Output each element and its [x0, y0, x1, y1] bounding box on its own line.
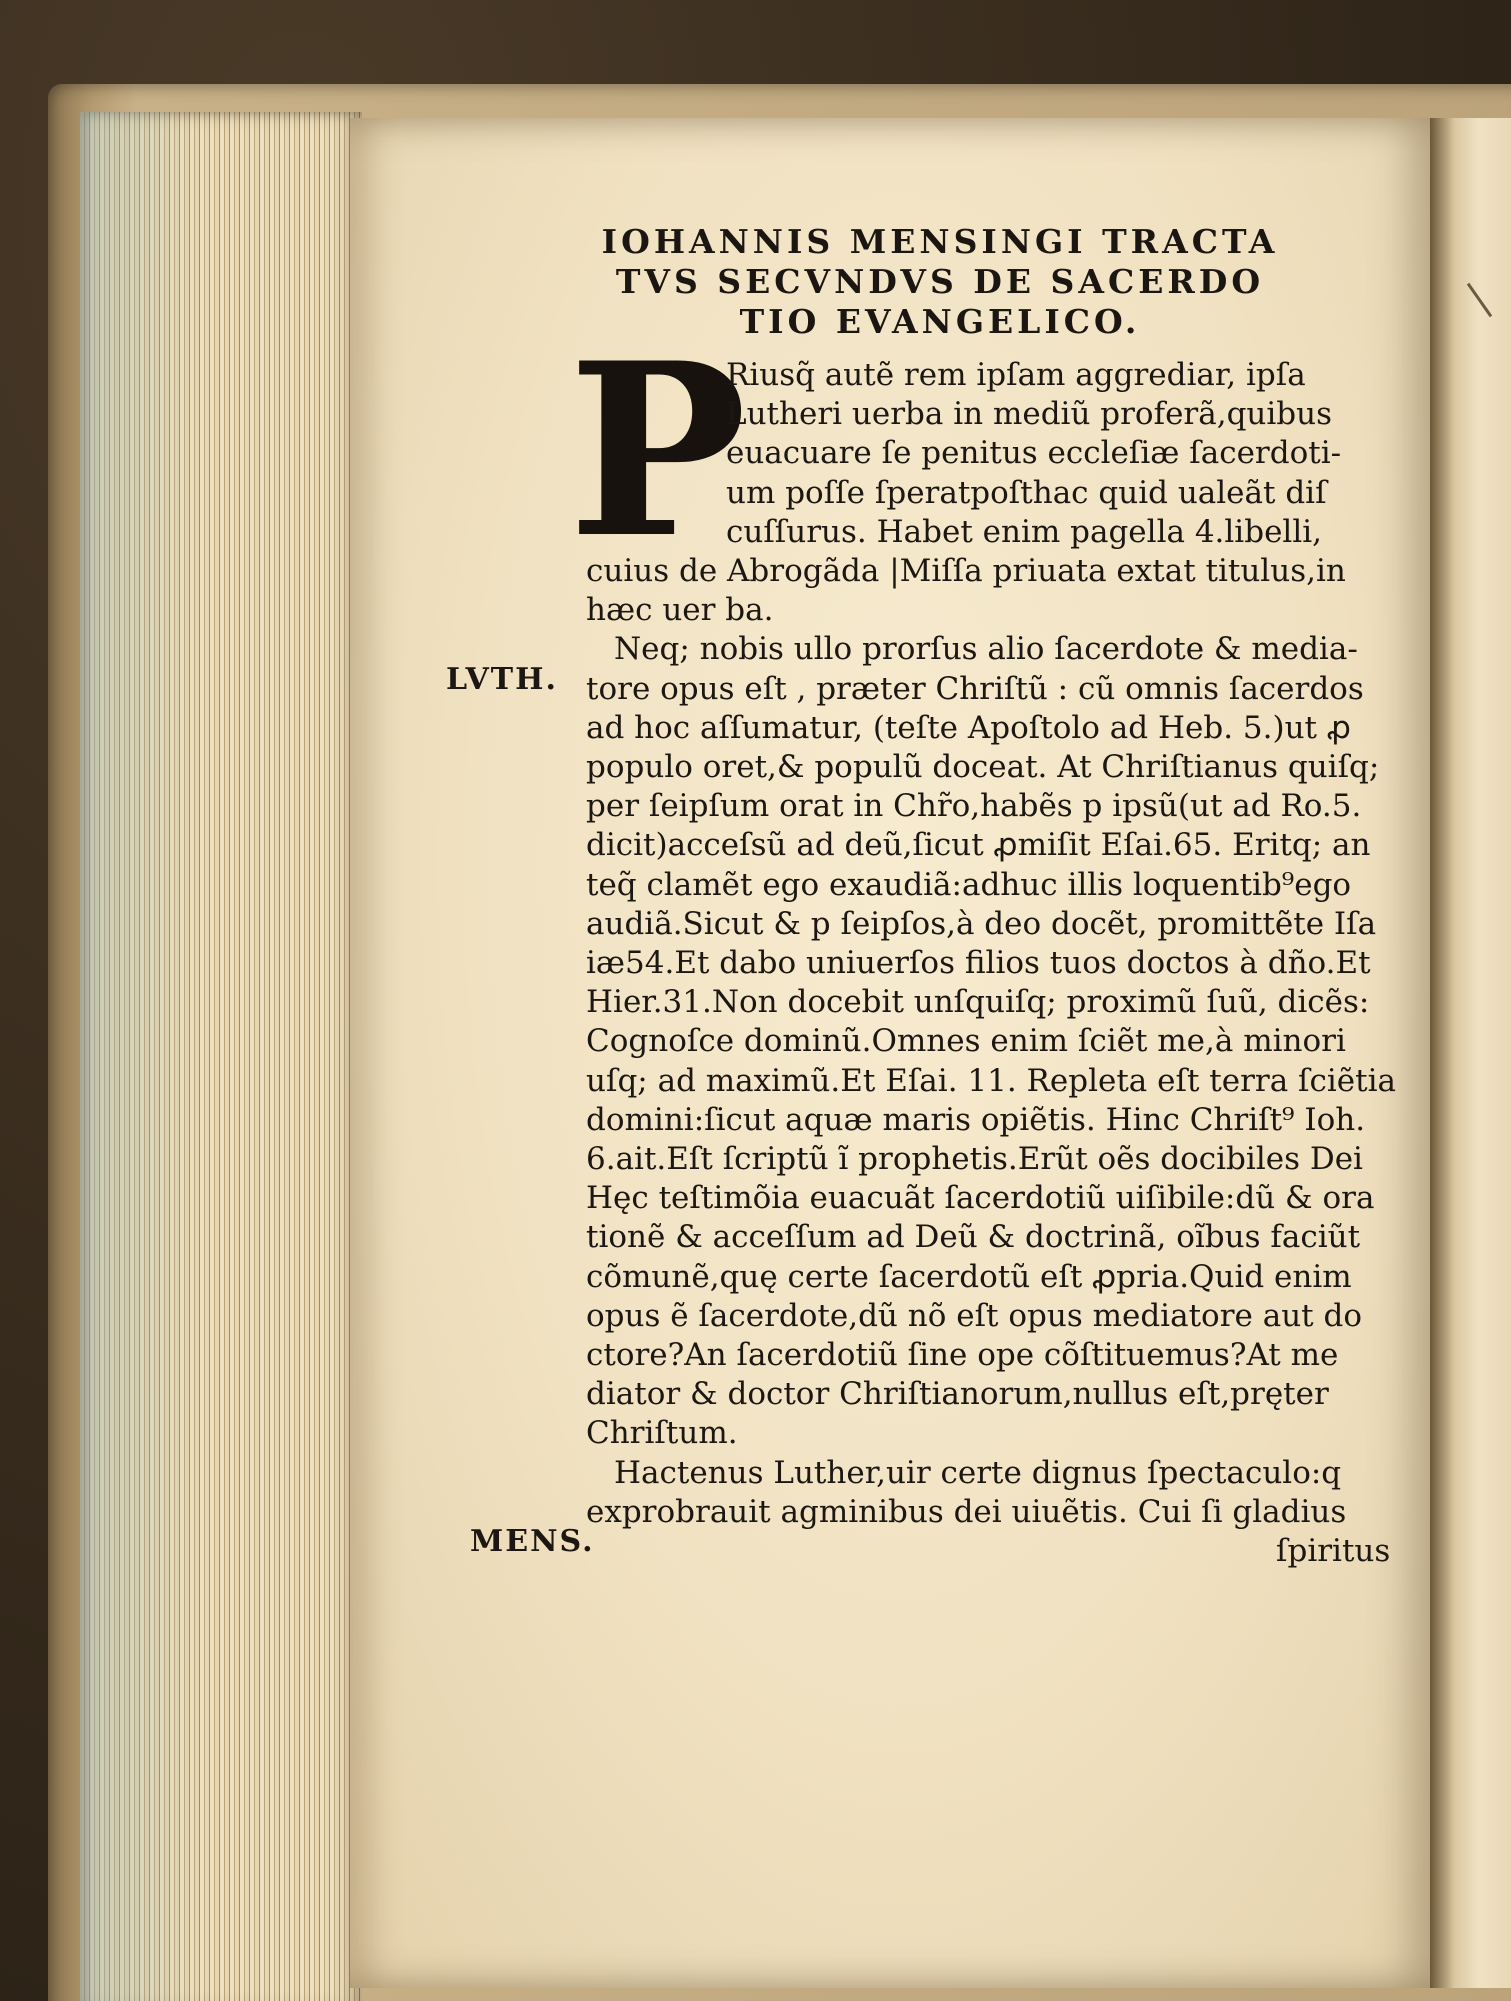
facing-page-edge: [1430, 118, 1511, 1988]
mens-line: Hactenus Luther,uir certe dignus ſpectaculo:q: [614, 1454, 1342, 1491]
quote-line: diator & doctor Chriſtianorum,nullus eſt,pręter: [586, 1376, 1329, 1413]
heading-line-3: TIO EVANGELICO.: [739, 302, 1141, 341]
quote-line: audiã.Sicut & p ſeipſos,à deo docẽt, promittẽte Iſa: [586, 905, 1377, 942]
body-text: [586, 356, 1396, 1571]
intro-line: cuius de Abrogãda |Miſſa priuata extat titulus,in: [586, 553, 1346, 590]
quote-line: dicit)acceſsũ ad deũ,ſicut ꝓmiſit Eſai.65. Eritq; an: [586, 827, 1371, 864]
marginal-note-mens: MENS.: [470, 1524, 595, 1559]
quote-line: Neq; nobis ullo prorſus alio ſacerdote & media-: [614, 631, 1358, 668]
quote-line: ctore?An ſacerdotiũ ſine ope cõſtituemus?At me: [586, 1337, 1339, 1374]
catchword: ſpiritus: [1276, 1533, 1391, 1570]
quote-line: Cognoſce dominũ.Omnes enim ſciẽt me,à minori: [586, 1023, 1346, 1060]
quote-line: Hęc teſtimõia euacuãt ſacerdotiũ uiſibile:dũ & ora: [586, 1180, 1375, 1217]
heading-line-2: TVS SECVNDVS DE SACERDO: [615, 262, 1265, 301]
quote-line: iæ54.Et dabo uniuerſos filios tuos doctos à dño.Et: [586, 945, 1371, 982]
intro-line: euacuare ſe penitus eccleſiæ ſacerdoti-: [726, 435, 1342, 472]
quote-line: populo oret,& populũ doceat. At Chriſtianus quiſq;: [586, 749, 1380, 786]
heading-line-1: IOHANNIS MENSINGI TRACTA: [601, 222, 1279, 261]
mens-line: exprobrauit agminibus dei uiuẽtis. Cui ſi gladius: [586, 1493, 1347, 1530]
quote-line: uſq; ad maximũ.Et Eſai. 11. Repleta eſt terra ſciẽtia: [586, 1062, 1396, 1099]
quote-line: cõmunẽ,quę certe ſacerdotũ eſt ꝓpria.Quid enim: [586, 1258, 1352, 1295]
page-fore-edge: [80, 112, 362, 2001]
quote-line: tionẽ & acceſſum ad Deũ & doctrinã, oĩbus faciũt: [586, 1219, 1361, 1256]
intro-line: Riusq̃ autẽ rem ipſam aggrediar, ipſa: [726, 357, 1306, 393]
quote-line: domini:ſicut aquæ maris opiẽtis. Hinc Chriſt⁹ Ioh.: [586, 1101, 1366, 1138]
quote-line: 6.ait.Eſt ſcriptũ ĩ prophetis.Erũt oẽs docibiles Dei: [586, 1141, 1363, 1178]
quote-line: tore opus eſt , præter Chriſtũ : cũ omnis ſacerdos: [586, 670, 1364, 707]
quote-line: Hier.31.Non docebit unſquiſq; proximũ ſuũ, dicẽs:: [586, 984, 1370, 1021]
quote-line: per ſeipſum orat in Chr̃o,habẽs p ipsũ(ut ad Ro.5.: [586, 788, 1362, 825]
intro-line: hæc uer ba.: [586, 592, 774, 629]
intro-line: Lutheri uerba in mediũ proferã,quibus: [726, 396, 1333, 433]
intro-line: um poſſe ſperatpoſthac quid ualeãt diſ: [726, 474, 1327, 511]
marginal-note-luth: LVTH.: [446, 662, 558, 697]
quote-line: teq̃ clamẽt ego exaudiã:adhuc illis loquentib⁹ego: [586, 866, 1352, 903]
intro-line: cuſſurus. Habet enim pagella 4.libelli,: [726, 513, 1323, 550]
quote-line: Chriſtum.: [586, 1415, 738, 1452]
quote-line: opus ẽ ſacerdote,dũ nõ eſt opus mediatore aut do: [586, 1297, 1362, 1334]
quote-line: ad hoc aſſumatur, (teſte Apoſtolo ad Heb. 5.)ut ꝓ: [586, 709, 1351, 746]
drop-capital: P: [568, 312, 747, 591]
